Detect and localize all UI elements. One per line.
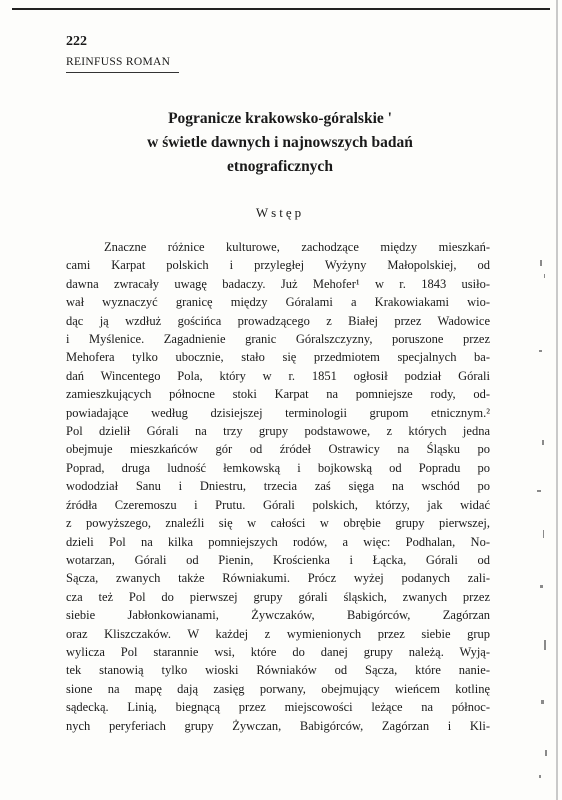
title-line: Pogranicze krakowsko-góralskie '	[168, 110, 392, 127]
text-line: Znaczne różnice kulturowe, zachodzące między mieszkań-	[104, 240, 490, 254]
text-line: sione na mapę dają zasięg porwany, obejmujący wieńcem kotlinę	[66, 681, 490, 696]
page-number: 222	[66, 34, 87, 49]
text-line: i Myślenice. Zagadnienie granic Góralszczyzny, poruszone przez	[66, 332, 490, 347]
text-line: źródła Czeremoszu i Prutu. Górali polskich, którzy, jak widać	[66, 497, 490, 512]
text-line: wododział Sanu i Dniestru, trzecia zaś sięga na wschód po	[66, 479, 490, 494]
text-line: sądecką. Linią, biegnącą przez miejscowości leżące na północ-	[66, 700, 490, 715]
text-line: tek stanowią tylko wioski Równiaków od Sącza, które nanie-	[66, 663, 490, 678]
text-line: dąc ją wzdłuż gościńca prowadzącego z Białej przez Wadowice	[66, 313, 490, 328]
text-line: cami Karpat polskich i przyległej Wyżyny Małopolskiej, od	[66, 258, 490, 273]
scan-edge-artifacts	[522, 230, 552, 790]
top-border-rule	[12, 8, 550, 10]
text-line: wylicza Pol starannie wsi, które do danej grupy należą. Wyją-	[66, 644, 490, 659]
text-line: Mehofera tylko ubocznie, stało się przedmiotem specjalnych ba-	[66, 350, 490, 365]
text-line: siebie Jabłonkowianami, Żywczaków, Babigórców, Zagórzan	[66, 608, 490, 623]
text-line: powiadające według dzisiejszej terminologii grupom etnicznym.²	[66, 405, 490, 420]
body-paragraph	[66, 238, 490, 735]
text-line: dzieli Pol na kilka pomniejszych rodów, a więc: Podhalan, No-	[66, 534, 490, 549]
page-edge-shadow	[556, 0, 558, 800]
text-line: dawna zwracały uwagę badaczy. Już Mehofer¹ w r. 1843 usiło-	[66, 276, 490, 291]
text-line: wał wyznaczyć granicę między Góralami a Krakowiakami wio-	[66, 295, 490, 310]
section-heading: Wstęp	[255, 205, 305, 220]
running-head: REINFUSS ROMAN	[66, 56, 171, 68]
text-line: obejmuje mieszkańców gór od źródeł Ostrawicy na Śląsku po	[66, 442, 490, 457]
text-line: dań Wincentego Pola, który w r. 1851 ogłosił podział Górali	[66, 368, 490, 383]
text-line: oraz Kliszczaków. W każdej z wymienionych przez siebie grup	[66, 626, 490, 641]
title-line: w świetle dawnych i najnowszych badań	[147, 134, 413, 151]
article-title	[60, 107, 500, 179]
running-head-underline	[66, 72, 179, 73]
text-line: wotarzan, Górali od Pienin, Krościenka i Łącka, Górali od	[66, 552, 490, 567]
text-line: zamieszkujących północne stoki Karpat na pomniejsze rody, od-	[66, 387, 490, 402]
text-line: cza też Pol do pierwszej grupy górali śląskich, zwanych przez	[66, 589, 490, 604]
text-line: Sącza, zwanych także Równiakumi. Prócz wyżej podanych zali-	[66, 571, 490, 586]
text-line: nych peryferiach grupy Żywczan, Babigórców, Zagórzan i Kli-	[66, 718, 490, 733]
title-line: etnograficznych	[227, 158, 333, 175]
text-line: Pol dzielił Górali na trzy grupy podstawowe, z których jedna	[66, 424, 490, 439]
text-line: Poprad, druga ludność łemkowską i bojkowską od Popradu po	[66, 460, 490, 475]
text-line: z powyższego, znaleźli się w całości w obrębie grupy pierwszej,	[66, 516, 490, 531]
